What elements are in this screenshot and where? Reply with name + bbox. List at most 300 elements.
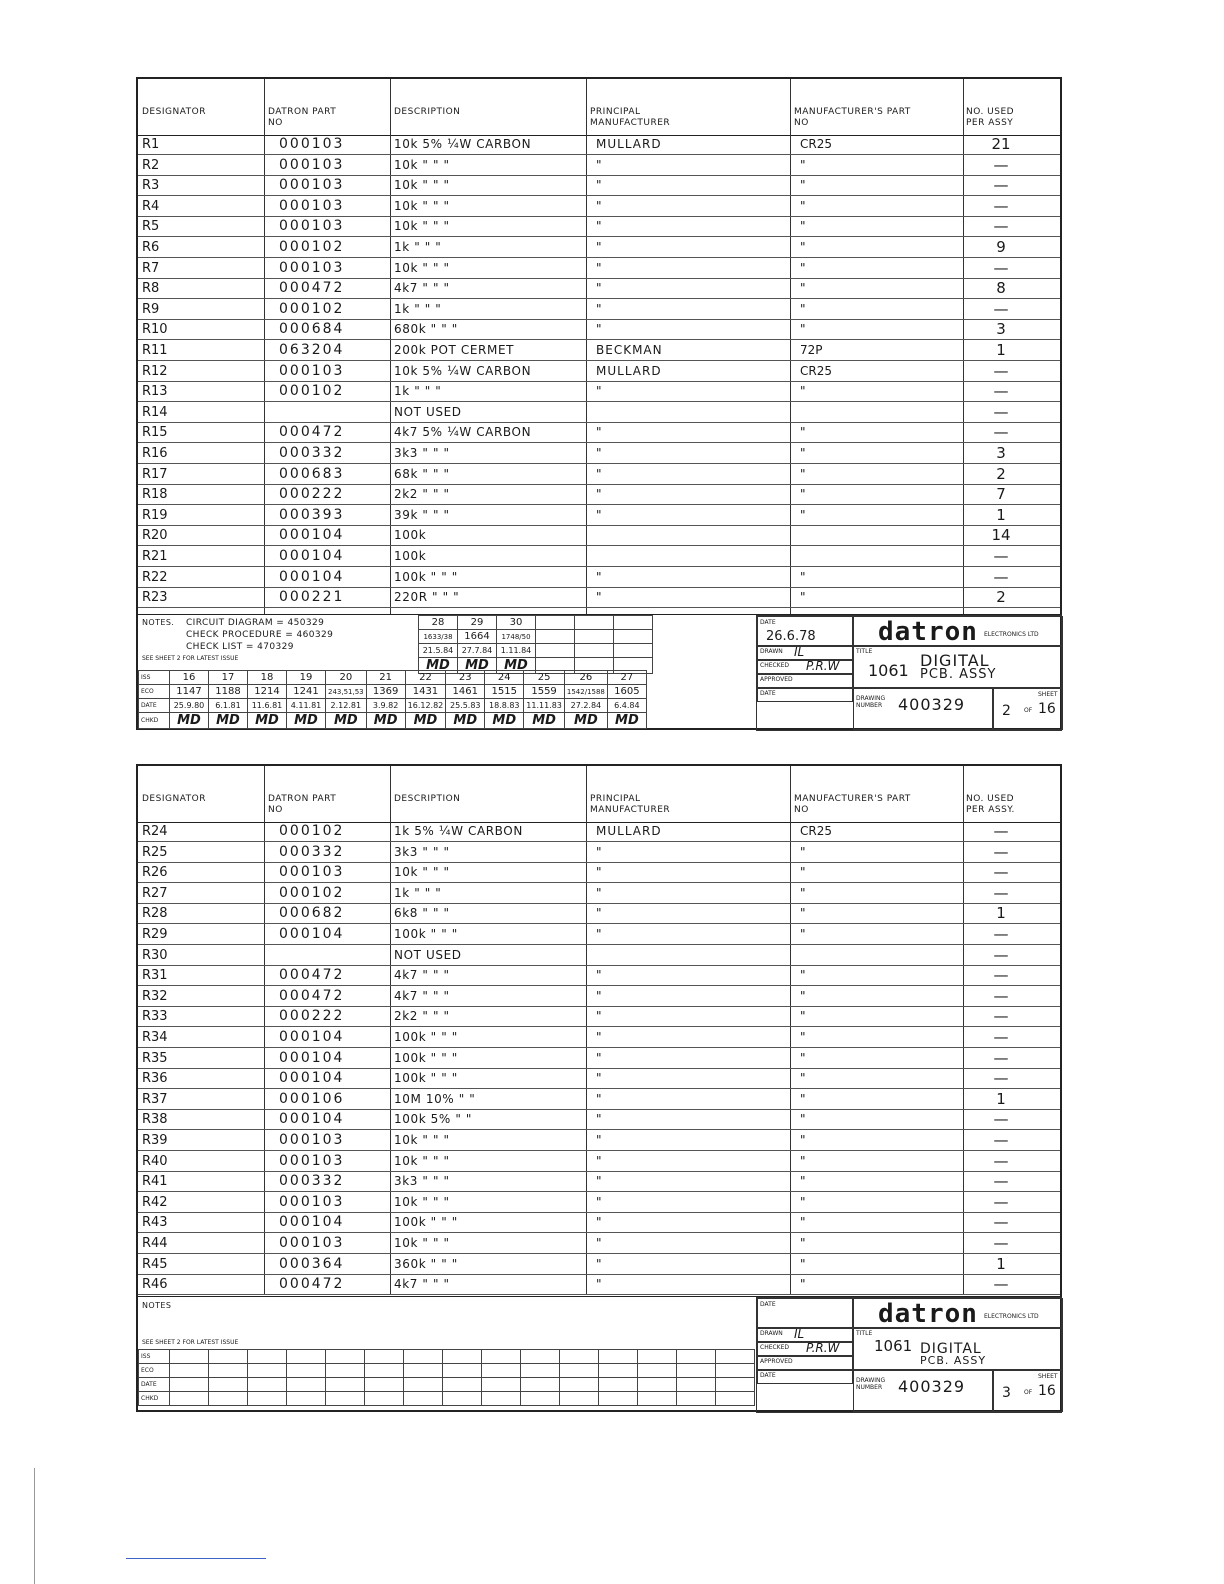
issue-cell-eco: 1605 (607, 685, 646, 699)
column-header-row (138, 766, 1060, 823)
manufacturer-cell: " (596, 1174, 603, 1189)
issue-cell-eco: 1633/38 (419, 630, 458, 644)
mfr-part-cell: " (800, 1277, 806, 1292)
mfr-part-cell: " (800, 446, 806, 460)
issue-cell-empty (326, 1392, 365, 1406)
table-row (138, 156, 1060, 176)
issue-cell-date: 2.12.81 (326, 699, 367, 713)
manufacturer-cell: " (596, 590, 603, 605)
datron-part-cell: 000472 (279, 424, 345, 441)
table-row (138, 176, 1060, 196)
of-label: OF (1024, 1389, 1033, 1396)
designator-cell: R38 (142, 1112, 168, 1128)
datron-logo: datron (878, 617, 978, 647)
title-number: 1061 (868, 661, 909, 680)
designator-cell: R11 (142, 343, 168, 358)
datron-part-cell: 000472 (279, 967, 345, 984)
description-cell: 10k " " " (394, 157, 450, 172)
designator-cell: R24 (142, 824, 168, 839)
issue-cell-empty (677, 1364, 716, 1378)
description-cell: NOT USED (394, 947, 462, 962)
qty-used-cell: — (993, 567, 1009, 586)
issue-row-label: CHKD (139, 713, 170, 729)
issue-cell-chkd: MD (458, 658, 497, 674)
manufacturer-cell: " (596, 1194, 603, 1209)
header-designator: DESIGNATOR (142, 794, 206, 804)
description-cell: 4k7 " " " (394, 281, 450, 296)
table-row (138, 863, 1060, 883)
issue-cell-empty (170, 1392, 209, 1406)
qty-used-cell: 3 (996, 320, 1006, 339)
issue-cell-chkd: MD (170, 713, 209, 729)
qty-used-cell: 7 (996, 485, 1006, 504)
header-designator: DESIGNATOR (142, 107, 206, 117)
designator-cell: R3 (142, 178, 160, 194)
description-cell: 4k7 " " " (394, 988, 450, 1003)
mfr-part-cell: " (800, 865, 806, 880)
designator-cell: R42 (142, 1194, 168, 1210)
issue-cell-empty (248, 1378, 287, 1392)
table-row (138, 1193, 1060, 1213)
manufacturer-cell: " (596, 988, 603, 1003)
issue-cell-chkd: MD (405, 713, 446, 729)
issue-cell-iss: 26 (564, 671, 607, 685)
issue-cell-empty (560, 1350, 599, 1364)
description-cell: 10k " " " (394, 198, 450, 213)
issue-cell-empty (248, 1350, 287, 1364)
table-row (138, 1007, 1060, 1027)
qty-used-cell: — (993, 1192, 1009, 1211)
logo-subtitle: ELECTRONICS LTD (984, 631, 1039, 638)
issue-cell-empty (170, 1364, 209, 1378)
table-row (138, 403, 1060, 423)
issue-cell-eco: 1664 (458, 630, 497, 644)
table-row (138, 822, 1060, 842)
qty-used-cell: — (993, 217, 1009, 236)
manufacturer-cell: " (596, 425, 603, 440)
qty-used-cell: — (993, 361, 1009, 380)
manufacturer-cell: " (596, 446, 603, 460)
datron-part-cell: 000103 (279, 197, 345, 214)
mfr-part-cell: CR25 (800, 137, 832, 151)
issue-cell-eco: 1542/1588 (564, 685, 607, 699)
issue-cell-iss: 27 (607, 671, 646, 685)
datron-part-cell: 000332 (279, 1173, 345, 1190)
issue-cell-empty (599, 1350, 638, 1364)
datron-part-cell: 000104 (279, 1111, 345, 1128)
issue-cell-chkd: MD (366, 713, 405, 729)
issue-cell-empty (365, 1378, 404, 1392)
issue-cell-eco: 1748/50 (497, 630, 536, 644)
qty-used-cell: — (993, 402, 1009, 421)
designator-cell: R15 (142, 425, 168, 441)
datron-part-cell: 000104 (279, 1029, 345, 1045)
upper-issue-table (418, 615, 653, 674)
designator-cell: R36 (142, 1071, 168, 1087)
qty-used-cell: 1 (996, 341, 1006, 359)
qty-used-cell: — (993, 925, 1009, 943)
issue-cell-iss: 23 (446, 671, 485, 685)
approved-label: APPROVED (760, 1358, 793, 1365)
datron-part-cell: 000221 (279, 589, 345, 606)
manufacturer-cell: " (596, 487, 603, 502)
description-cell: 39k " " " (394, 507, 450, 522)
issue-cell-date: 1.11.84 (497, 644, 536, 658)
mfr-part-cell: " (800, 885, 806, 900)
issue-row-label: ECO (139, 1364, 170, 1378)
issue-cell-empty (365, 1350, 404, 1364)
mfr-part-cell: " (800, 178, 806, 193)
description-cell: 1k " " " (394, 240, 442, 254)
description-cell: 1k 5% ¼W CARBON (394, 824, 523, 838)
designator-cell: R18 (142, 487, 168, 503)
mfr-part-cell: CR25 (800, 824, 832, 838)
checked-label: CHECKED (760, 662, 790, 669)
manufacturer-cell: " (596, 281, 603, 296)
title-label: TITLE (856, 648, 873, 655)
mfr-part-cell: " (800, 1256, 806, 1271)
issue-cell-empty (482, 1392, 521, 1406)
issue-row-date (139, 1378, 755, 1392)
manufacturer-cell: " (596, 157, 603, 172)
qty-used-cell: — (993, 842, 1009, 861)
description-cell: 10k " " " (394, 1153, 450, 1168)
datron-part-cell: 000472 (279, 1276, 345, 1293)
description-cell: 100k (394, 549, 427, 563)
table-row (138, 382, 1060, 402)
issue-cell-empty (614, 616, 653, 630)
header-description: DESCRIPTION (394, 794, 461, 804)
table-row (138, 946, 1060, 966)
issue-cell-empty (677, 1350, 716, 1364)
note-circuit-diagram: CIRCUIT DIAGRAM = 450329 (186, 618, 325, 628)
issue-cell-eco: 1431 (405, 685, 446, 699)
issue-cell-empty (521, 1350, 560, 1364)
qty-used-cell: — (993, 196, 1009, 215)
issue-cell-empty (287, 1364, 326, 1378)
issue-cell-empty (614, 644, 653, 658)
issue-cell-date: 16.12.82 (405, 699, 446, 713)
manufacturer-cell: " (596, 322, 603, 337)
qty-used-cell: — (993, 945, 1009, 964)
issue-cell-chkd: MD (564, 713, 607, 729)
mfr-part-cell: " (800, 507, 806, 522)
issue-cell-empty (638, 1378, 677, 1392)
issue-cell-empty (677, 1378, 716, 1392)
issue-cell-empty (170, 1350, 209, 1364)
table-row (138, 465, 1060, 485)
table-row (138, 320, 1060, 340)
table-row (138, 1152, 1060, 1172)
description-cell: NOT USED (394, 404, 462, 419)
table-row (138, 925, 1060, 945)
issue-row-label: ISS (139, 1350, 170, 1364)
designator-cell: R16 (142, 446, 168, 461)
description-cell: 680k " " " (394, 322, 458, 337)
qty-used-cell: — (993, 1048, 1009, 1067)
see-latest-issue: SEE SHEET 2 FOR LATEST ISSUE (142, 1339, 239, 1346)
issue-cell-empty (326, 1350, 365, 1364)
manufacturer-cell: MULLARD (596, 137, 662, 151)
mfr-part-cell: " (800, 906, 806, 921)
issue-row-date (139, 699, 647, 713)
manufacturer-cell: " (596, 301, 603, 316)
drawing-date: 26.6.78 (766, 629, 816, 644)
issue-cell-empty (521, 1364, 560, 1378)
issue-row-iss (419, 616, 653, 630)
datron-part-cell: 000103 (279, 1193, 345, 1210)
manufacturer-cell: " (596, 1133, 603, 1147)
description-cell: 1k " " " (394, 301, 442, 316)
mfr-part-cell: " (800, 590, 806, 605)
qty-used-cell: — (993, 382, 1009, 401)
table-row (138, 1275, 1060, 1295)
issue-cell-empty (575, 630, 614, 644)
notes-label: NOTES (142, 1301, 172, 1310)
parts-list-sheet-2 (136, 77, 1062, 730)
logo-box (853, 616, 1063, 646)
datron-part-cell: 000332 (279, 445, 345, 461)
sheet-box (993, 688, 1063, 730)
issue-cell-date: 25.5.83 (446, 699, 485, 713)
description-cell: 220R " " " (394, 590, 460, 605)
designator-cell: R17 (142, 466, 168, 482)
description-cell: 4k7 " " " (394, 968, 450, 983)
description-cell: 6k8 " " " (394, 906, 450, 921)
mfr-part-cell: " (800, 844, 806, 859)
qty-used-cell: — (993, 155, 1009, 174)
issue-cell-empty (287, 1392, 326, 1406)
date2-label: DATE (760, 1372, 776, 1379)
table-row (138, 884, 1060, 904)
header-manufacturer-part: MANUFACTURER'S PART NO (794, 107, 911, 128)
issue-history-table (138, 1349, 755, 1406)
note-check-list: CHECK LIST = 470329 (186, 642, 294, 652)
issue-cell-empty (536, 644, 575, 658)
title-line-1: DIGITAL (920, 651, 990, 670)
qty-used-cell: 3 (996, 444, 1006, 462)
table-row (138, 238, 1060, 258)
datron-part-cell: 000103 (279, 362, 345, 379)
mfr-part-cell: " (800, 1133, 806, 1147)
manufacturer-cell: " (596, 1091, 603, 1106)
issue-cell-iss: 29 (458, 616, 497, 630)
designator-cell: R45 (142, 1256, 168, 1272)
issue-cell-empty (443, 1350, 482, 1364)
qty-used-cell: — (993, 258, 1009, 277)
issue-cell-chkd: MD (524, 713, 565, 729)
datron-part-cell: 000103 (279, 177, 345, 194)
issue-history-table (138, 670, 647, 729)
description-cell: 100k " " " (394, 1050, 458, 1065)
datron-part-cell: 063204 (279, 342, 345, 358)
manufacturer-cell: " (596, 260, 603, 275)
designator-cell: R34 (142, 1030, 168, 1045)
manufacturer-cell: " (596, 1215, 603, 1230)
manufacturer-cell: " (596, 1277, 603, 1292)
datron-part-cell: 000103 (279, 156, 345, 173)
note-check-procedure: CHECK PROCEDURE = 460329 (186, 630, 334, 640)
description-cell: 10k " " " (394, 178, 450, 193)
manufacturer-cell: " (596, 1236, 603, 1250)
issue-cell-empty (287, 1378, 326, 1392)
mfr-part-cell: " (800, 988, 806, 1003)
approved-label: APPROVED (760, 676, 793, 683)
issue-cell-empty (638, 1392, 677, 1406)
mfr-part-cell: CR25 (800, 363, 832, 378)
description-cell: 1k " " " (394, 384, 442, 399)
issue-cell-date: 11.6.81 (248, 699, 287, 713)
manufacturer-cell: " (596, 240, 603, 254)
mfr-part-cell: " (800, 1009, 806, 1024)
manufacturer-cell: " (596, 906, 603, 921)
issue-cell-empty (209, 1364, 248, 1378)
description-cell: 4k7 5% ¼W CARBON (394, 425, 532, 440)
date-label: DATE (760, 619, 776, 626)
checked-label: CHECKED (760, 1344, 790, 1351)
description-cell: 100k " " " (394, 1030, 458, 1044)
designator-cell: R8 (142, 281, 160, 297)
designator-cell: R37 (142, 1091, 168, 1107)
manufacturer-cell: " (596, 198, 603, 213)
issue-cell-empty (365, 1392, 404, 1406)
manufacturer-cell: " (596, 219, 603, 234)
issue-cell-empty (599, 1392, 638, 1406)
issue-cell-empty (326, 1378, 365, 1392)
qty-used-cell: 21 (991, 135, 1011, 153)
description-cell: 100k " " " (394, 569, 458, 584)
table-row (138, 526, 1060, 546)
description-cell: 100k (394, 528, 427, 543)
issue-cell-iss: 22 (405, 671, 446, 685)
datron-part-cell: 000364 (279, 1255, 345, 1272)
manufacturer-cell: " (596, 1050, 603, 1065)
designator-cell: R5 (142, 219, 160, 235)
mfr-part-cell: " (800, 281, 806, 296)
qty-used-cell: — (993, 1007, 1009, 1026)
designator-cell: R10 (142, 322, 168, 338)
mfr-part-cell: " (800, 1194, 806, 1209)
drawn-label: DRAWN (760, 1330, 783, 1337)
issue-cell-empty (560, 1392, 599, 1406)
issue-cell-iss: 16 (170, 671, 209, 685)
issue-cell-date: 27.2.84 (564, 699, 607, 713)
title-line-1: DIGITAL (920, 1341, 982, 1357)
issue-cell-empty (443, 1392, 482, 1406)
description-cell: 1k " " " (394, 885, 442, 900)
designator-cell: R21 (142, 549, 168, 564)
designator-cell: R29 (142, 927, 168, 942)
datron-part-cell: 000103 (279, 1235, 345, 1251)
table-row (138, 1090, 1060, 1110)
qty-used-cell: — (993, 1172, 1009, 1191)
datron-part-cell: 000222 (279, 1008, 345, 1025)
issue-cell-empty (404, 1392, 443, 1406)
table-row (138, 259, 1060, 279)
table-row (138, 341, 1060, 361)
table-row (138, 1213, 1060, 1233)
header-datron-part: DATRON PART NO (268, 794, 337, 815)
description-cell: 3k3 " " " (394, 1174, 450, 1189)
issue-cell-date: 27.7.84 (458, 644, 497, 658)
issue-cell-eco: 1461 (446, 685, 485, 699)
table-row (138, 197, 1060, 217)
drawn-initials: IL (794, 1327, 805, 1341)
header-principal-manufacturer: PRINCIPAL MANUFACTURER (590, 794, 671, 815)
issue-cell-empty (716, 1392, 755, 1406)
sheet-label: SHEET (1038, 1373, 1058, 1380)
description-cell: 10k " " " (394, 219, 450, 234)
table-row (138, 506, 1060, 526)
table-row (138, 966, 1060, 986)
header-no-used: NO. USED PER ASSY. (966, 794, 1015, 815)
issue-cell-chkd: MD (485, 713, 524, 729)
issue-cell-chkd: MD (287, 713, 326, 729)
manufacturer-cell: " (596, 466, 603, 481)
issue-cell-empty (170, 1378, 209, 1392)
checked-initials: P.R.W (806, 659, 840, 673)
qty-used-cell: 8 (996, 279, 1006, 298)
designator-cell: R9 (142, 301, 160, 317)
manufacturer-cell: " (596, 927, 603, 941)
issue-cell-iss: 20 (326, 671, 367, 685)
issue-cell-empty (560, 1364, 599, 1378)
mfr-part-cell: " (800, 1153, 806, 1168)
issue-cell-date: 18.8.83 (485, 699, 524, 713)
mfr-part-cell: " (800, 487, 806, 502)
header-datron-part: DATRON PART NO (268, 107, 337, 128)
qty-used-cell: 14 (991, 526, 1011, 545)
issue-cell-empty (404, 1364, 443, 1378)
issue-cell-empty (482, 1364, 521, 1378)
issue-cell-chkd: MD (209, 713, 248, 729)
qty-used-cell: 9 (996, 238, 1006, 256)
manufacturer-cell: MULLARD (596, 363, 662, 378)
title-label: TITLE (856, 1330, 873, 1337)
designator-cell: R31 (142, 968, 168, 984)
datron-part-cell: 000104 (279, 1214, 345, 1231)
designator-cell: R30 (142, 947, 168, 963)
description-cell: 100k " " " (394, 1215, 458, 1230)
datron-part-cell: 000683 (279, 465, 345, 482)
table-row (138, 568, 1060, 588)
manufacturer-cell: " (596, 384, 603, 399)
datron-part-cell: 000106 (279, 1090, 345, 1107)
header-principal-manufacturer: PRINCIPAL MANUFACTURER (590, 107, 671, 128)
title-line-2: PCB. ASSY (920, 1354, 987, 1367)
issue-cell-empty (638, 1350, 677, 1364)
title-line-2: PCB. ASSY (920, 667, 997, 682)
datron-part-cell: 000104 (279, 548, 345, 564)
description-cell: 10k " " " (394, 1194, 450, 1209)
issue-cell-empty (599, 1378, 638, 1392)
table-row (138, 1049, 1060, 1069)
description-cell: 200k POT CERMET (394, 343, 515, 357)
designator-cell: R40 (142, 1153, 168, 1169)
issue-cell-iss: 17 (209, 671, 248, 685)
issue-row-label: CHKD (139, 1392, 170, 1406)
issue-row-iss (139, 671, 647, 685)
datron-part-cell: 000102 (279, 383, 345, 400)
qty-used-cell: — (993, 1069, 1009, 1088)
notes-and-title-block (138, 1296, 1060, 1412)
issue-cell-empty (599, 1364, 638, 1378)
mfr-part-cell: " (800, 198, 806, 213)
datron-part-cell: 000682 (279, 905, 345, 922)
issue-cell-chkd: MD (248, 713, 287, 729)
title-block (756, 1297, 1062, 1413)
issue-cell-empty (716, 1378, 755, 1392)
